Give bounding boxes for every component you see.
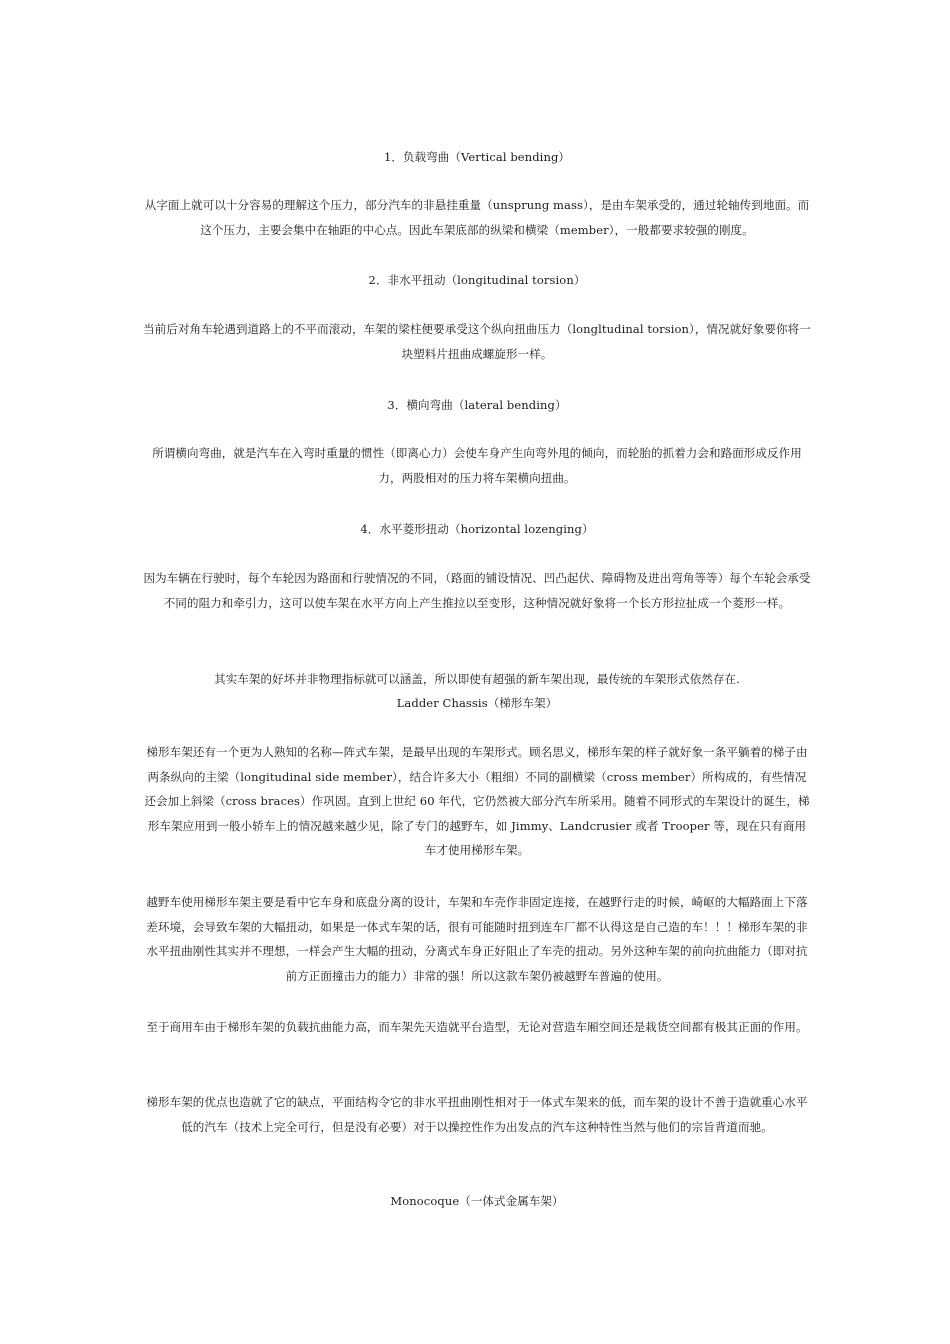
section-heading-ladder-chassis: Ladder Chassis（梯形车架） — [396, 696, 558, 710]
paragraph-ladder-drawbacks: 梯形车架的优点也造就了它的缺点，平面结构令它的非水平扭曲刚性相对于一体式车架来的低，而车架的设计不善于造就重心水平低的汽车（技术上完全可行，但是没有必要）对于以操控性作为出发点的汽车这种特性当然与他们的宗旨背道而驰。 — [146, 1095, 808, 1134]
section-heading-vertical-bending: 1．负载弯曲（Vertical bending） — [383, 150, 571, 164]
paragraph-chassis-summary: 其实车架的好坏并非物理指标就可以涵盖，所以即使有超强的新车架出现，最传统的车架形式依然存在. — [214, 672, 740, 686]
paragraph-longitudinal-torsion: 当前后对角车轮遇到道路上的不平而滚动，车架的梁柱便要承受这个纵向扭曲压力（longltudinal torsion），情况就好象要你将一块塑料片扭曲成螺旋形一样。 — [143, 322, 811, 361]
paragraph-vertical-bending: 从字面上就可以十分容易的理解这个压力，部分汽车的非悬挂重量（unsprung mass），是由车架承受的，通过轮轴传到地面。而这个压力，主要会集中在轴距的中心点。因此车架底部的纵梁和横梁（member），一般都要求较强的刚度。 — [144, 198, 810, 237]
paragraph-ladder-chassis-intro: 梯形车架还有一个更为人熟知的名称—阵式车架，是最早出现的车架形式。顾名思义，梯形车架的样子就好象一条平躺着的梯子由两条纵向的主梁（longitudinal side member），结合许多大小（粗细）不同的副横梁（cross member）所构成的，有些情况还会加上斜梁（cross braces）作巩固。直到上世纪 60 年代，它仍然被大部分汽车所采用。随着不同形式的车架设计的诞生，梯形车架应用到一般小轿车上的情况越来越少见，除了专门的越野车，如 Jimmy、Landcrusier 或者 Trooper 等，现在只有商用车才使用梯形车架。 — [144, 745, 810, 857]
paragraph-horizontal-lozenging: 因为车辆在行驶时，每个车轮因为路面和行驶情况的不同，（路面的铺设情况、凹凸起伏、障碍物及进出弯角等等）每个车轮会承受不同的阻力和牵引力，这可以使车架在水平方向上产生推拉以至变形，这种情况就好象将一个长方形拉扯成一个菱形一样。 — [143, 571, 811, 610]
section-heading-lateral-bending: 3．横向弯曲（lateral bending） — [387, 398, 567, 412]
paragraph-lateral-bending: 所谓横向弯曲，就是汽车在入弯时重量的惯性（即离心力）会使车身产生向弯外甩的倾向，而轮胎的抓着力会和路面形成反作用力，两股相对的压力将车架横向扭曲。 — [152, 446, 802, 485]
paragraph-commercial-usage: 至于商用车由于梯形车架的负载抗曲能力高，而车架先天造就平台造型，无论对营造车厢空间还是栽货空间都有极其正面的作用。 — [146, 1020, 808, 1034]
section-heading-horizontal-lozenging: 4．水平菱形扭动（horizontal lozenging） — [360, 522, 594, 536]
paragraph-offroad-usage: 越野车使用梯形车架主要是看中它车身和底盘分离的设计，车架和车壳作非固定连接，在越野行走的时候，崎岖的大幅路面上下落差环境，会导致车架的大幅扭动，如果是一体式车架的话，很有可能随时扭到连车厂都不认得这是自己造的车！！！梯形车架的非水平扭曲刚性其实并不理想，一样会产生大幅的扭动，分离式车身正好阻止了车壳的扭动。另外这种车架的前向抗曲能力（即对抗前方正面撞击力的能力）非常的强！所以这款车架仍被越野车普遍的使用。 — [146, 895, 808, 983]
section-heading-longitudinal-torsion: 2．非水平扭动（longitudinal torsion） — [368, 273, 586, 287]
section-heading-monocoque: Monocoque（一体式金属车架） — [390, 1194, 564, 1208]
